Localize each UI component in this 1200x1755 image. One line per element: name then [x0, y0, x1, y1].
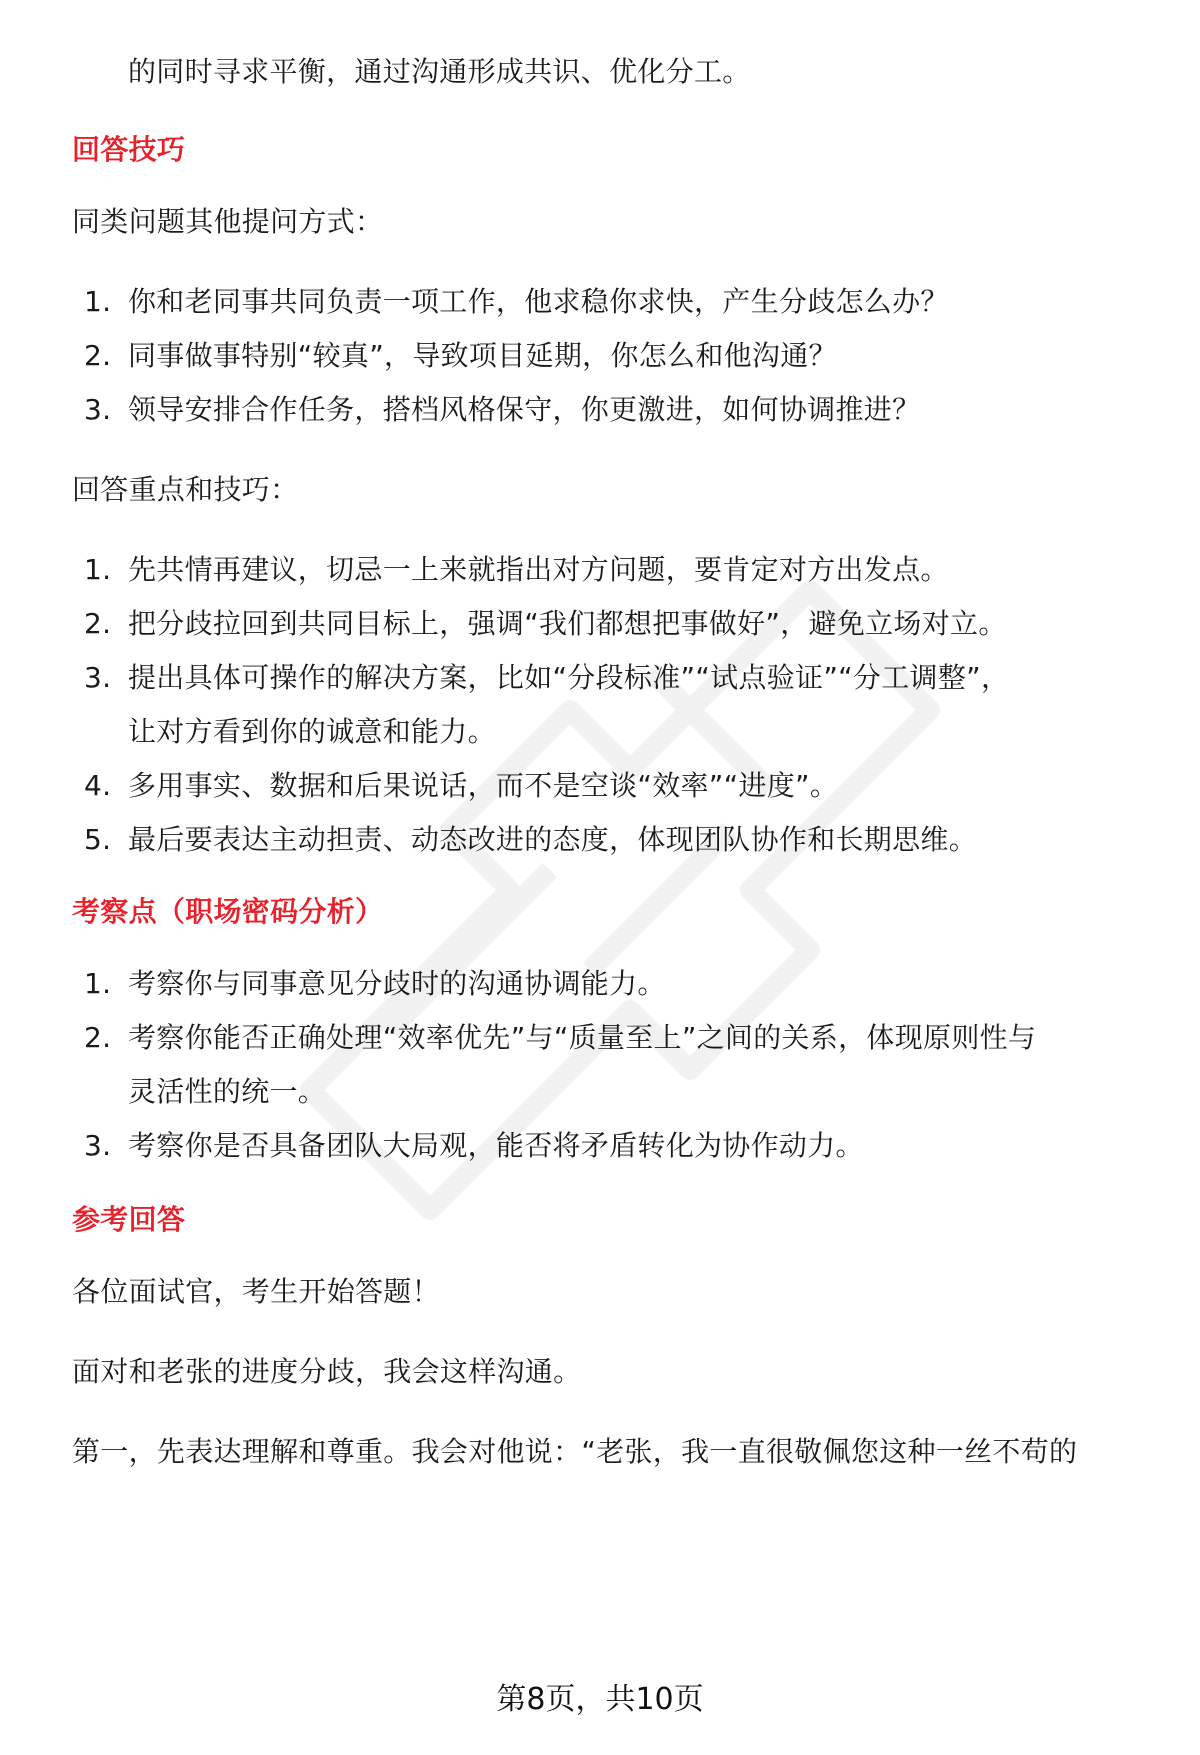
- page-number-footer: 第8页，共10页: [496, 1682, 704, 1717]
- paragraph-similar-questions: 同类问题其他提问方式：: [72, 205, 384, 238]
- list-number: 1.: [84, 553, 112, 586]
- paragraph-key-points: 回答重点和技巧：: [72, 473, 299, 506]
- list-text: 最后要表达主动担责、动态改进的态度，体现团队协作和长期思维。: [128, 823, 978, 856]
- list-number: 4.: [84, 769, 112, 802]
- list-text-continuation: 灵活性的统一。: [128, 1075, 327, 1108]
- list-number: 1.: [84, 285, 112, 318]
- section-heading-reference-answer: 参考回答: [72, 1203, 186, 1236]
- answer-paragraph: 面对和老张的进度分歧，我会这样沟通。: [72, 1355, 582, 1388]
- list-number: 3.: [84, 1129, 112, 1162]
- list-number: 5.: [84, 823, 112, 856]
- answer-paragraph: 各位面试官，考生开始答题！: [72, 1275, 440, 1308]
- list-number: 2.: [84, 607, 112, 640]
- section-heading-assessment: 考察点（职场密码分析）: [72, 895, 384, 928]
- section-heading-answer-tips: 回答技巧: [72, 133, 186, 166]
- list-text: 把分歧拉回到共同目标上，强调“我们都想把事做好”，避免立场对立。: [128, 607, 1007, 640]
- paragraph-continuation: 的同时寻求平衡，通过沟通形成共识、优化分工。: [128, 55, 751, 88]
- list-number: 2.: [84, 339, 112, 372]
- list-text: 提出具体可操作的解决方案，比如“分段标准”“试点验证”“分工调整”，: [128, 661, 1010, 694]
- list-text: 考察你能否正确处理“效率优先”与“质量至上”之间的关系，体现原则性与: [128, 1021, 1037, 1054]
- list-text-continuation: 让对方看到你的诚意和能力。: [128, 715, 496, 748]
- list-text: 领导安排合作任务，搭档风格保守，你更激进，如何协调推进？: [128, 393, 921, 426]
- list-text: 你和老同事共同负责一项工作，他求稳你求快，产生分歧怎么办？: [128, 285, 949, 318]
- list-number: 3.: [84, 393, 112, 426]
- list-text: 多用事实、数据和后果说话，而不是空谈“效率”“进度”。: [128, 769, 839, 802]
- answer-paragraph: 第一，先表达理解和尊重。我会对他说：“老张，我一直很敬佩您这种一丝不苟的: [72, 1435, 1078, 1468]
- list-number: 1.: [84, 967, 112, 1000]
- list-text: 同事做事特别“较真”，导致项目延期，你怎么和他沟通？: [128, 339, 837, 372]
- list-text: 考察你与同事意见分歧时的沟通协调能力。: [128, 967, 666, 1000]
- list-text: 考察你是否具备团队大局观，能否将矛盾转化为协作动力。: [128, 1129, 864, 1162]
- list-number: 2.: [84, 1021, 112, 1054]
- list-text: 先共情再建议，切忌一上来就指出对方问题，要肯定对方出发点。: [128, 553, 949, 586]
- list-number: 3.: [84, 661, 112, 694]
